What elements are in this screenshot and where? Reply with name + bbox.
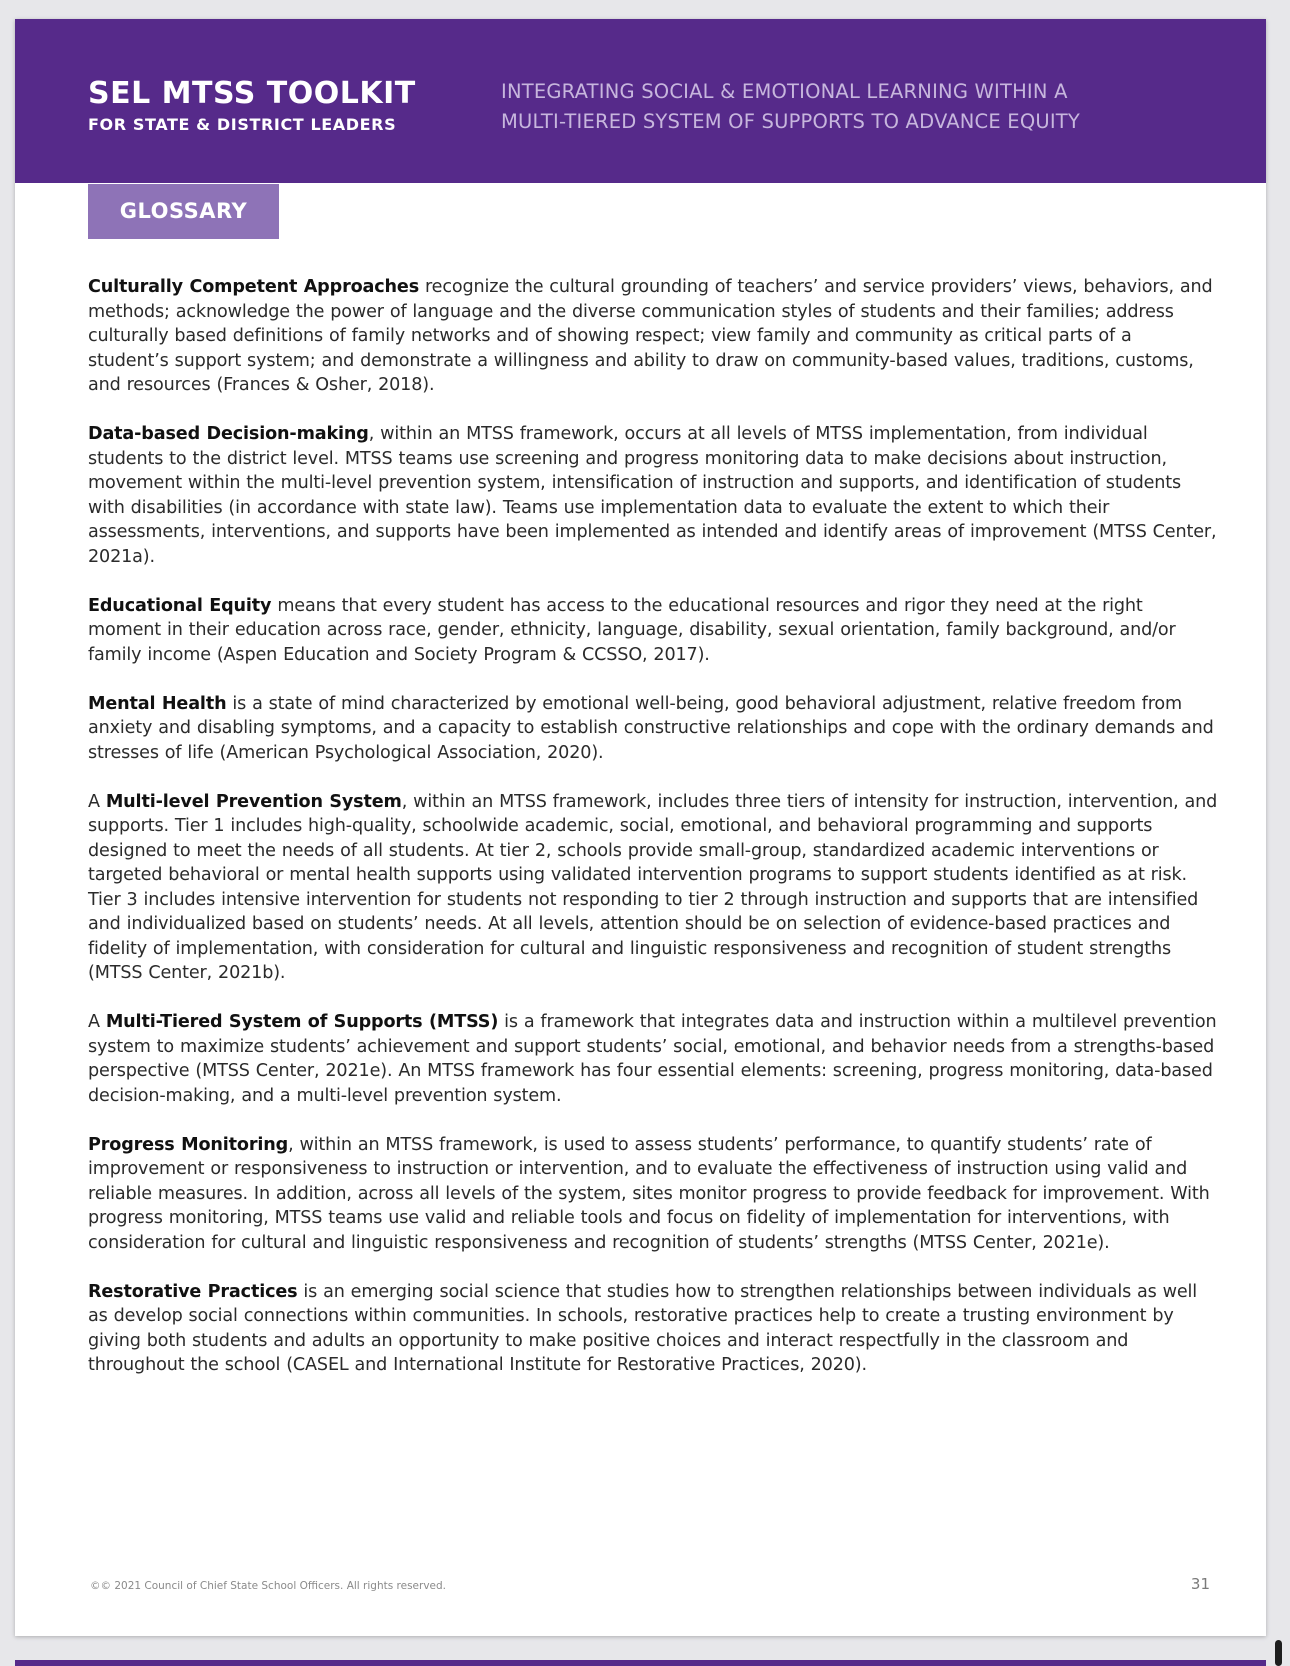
glossary-definition: , within an MTSS framework, occurs at all levels of MTSS implementation, from individual students to the district level. MTSS teams use screening and progress monitoring data to make decisions about instruction, movement within the multi-level prevention system, intensification of instruction and supports, and identification of students with disabilities (in accordance with state law). Teams use implementation data to evaluate the extent to which their assessments, interventions, and supports have been implemented as intended and identify areas of improvement (MTSS Center, 2021a). <box>88 424 1217 567</box>
glossary-definition: means that every student has access to the educational resources and rigor they need at the right moment in their education across race, gender, ethnicity, language, disability, sexual orientation, family background, and/or family income (Aspen Education and Society Program & CCSSO, 2017). <box>88 595 1176 665</box>
toolkit-tagline <box>501 77 1080 137</box>
glossary-entry <box>88 1010 1218 1108</box>
copyright-notice: ©© 2021 Council of Chief State School Officers. All rights reserved. <box>90 1580 447 1592</box>
entry-lead: A <box>88 1012 106 1032</box>
page-number: 31 <box>1190 1575 1210 1593</box>
glossary-term: Progress Monitoring <box>88 1134 289 1155</box>
glossary-term: Data-based Decision-making <box>88 424 369 444</box>
glossary-term: Mental Health <box>88 693 227 714</box>
glossary-definition: , within an MTSS framework, is used to assess students’ performance, to quantify students’ rate of improvement or responsiveness to instruction or intervention, and to evaluate the effectiveness of instruction using valid and reliable measures. In addition, across all levels of the system, sites monitor progress to provide feedback for improvement. With progress monitoring, MTSS teams use valid and reliable tools and focus on fidelity of implementation for interventions, with consideration for cultural and linguistic responsiveness and recognition of students’ strengths (MTSS Center, 2021e). <box>88 1134 1210 1253</box>
glossary-list <box>88 275 1218 1402</box>
glossary-definition: is an emerging social science that studies how to strengthen relationships between individuals as well as develop social connections within communities. In schools, restorative practices help to create a trusting environment by giving both students and adults an opportunity to make positive choices and interact respectfully in the classroom and throughout the school (CASEL and International Institute for Restorative Practices, 2020). <box>88 1281 1198 1375</box>
glossary-entry <box>88 422 1218 569</box>
glossary-term: Multi-level Prevention System <box>105 791 402 812</box>
glossary-entry <box>88 594 1218 668</box>
scrollbar-thumb[interactable] <box>1275 1640 1282 1666</box>
glossary-definition: recognize the cultural grounding of teachers’ and service providers’ views, behaviors, and methods; acknowledge the power of language and the diverse communication styles of students and their families; address culturally based definitions of family networks and of showing respect; view family and community as critical parts of a student’s support system; and demonstrate a willingness and ability to draw on community-based values, traditions, customs, and resources (Frances & Osher, 2018). <box>88 277 1213 395</box>
glossary-term: Multi-Tiered System of Supports (MTSS) <box>105 1012 499 1032</box>
glossary-term: Restorative Practices <box>88 1281 298 1302</box>
toolkit-subtitle: FOR STATE & DISTRICT LEADERS <box>88 115 397 134</box>
glossary-entry <box>88 1280 1218 1378</box>
tagline-line-2: MULTI-TIERED SYSTEM OF SUPPORTS TO ADVANCE EQUITY <box>501 110 1081 133</box>
document-page <box>15 19 1266 1636</box>
glossary-definition: is a framework that integrates data and instruction within a multilevel prevention system to maximize students’ achievement and support students’ social, emotional, and behavior needs from a strengths-based perspective (MTSS Center, 2021e). An MTSS framework has four essential elements: screening, progress monitoring, data-based decision-making, and a multi-level prevention system. <box>88 1012 1217 1106</box>
glossary-term: Educational Equity <box>88 595 272 616</box>
tagline-line-1: INTEGRATING SOCIAL & EMOTIONAL LEARNING WITHIN A <box>501 80 1068 103</box>
glossary-section-tab: GLOSSARY <box>88 184 279 239</box>
glossary-entry <box>88 790 1218 986</box>
next-page-edge <box>15 1660 1266 1666</box>
glossary-entry <box>88 692 1218 766</box>
glossary-term: Culturally Competent Approaches <box>88 277 420 297</box>
glossary-definition: , within an MTSS framework, includes three tiers of intensity for instruction, intervention, and supports. Tier 1 includes high-quality, schoolwide academic, social, emotional, and behavioral programming and supports designed to meet the needs of all students. At tier 2, schools provide small-group, standardized academic interventions or targeted behavioral or mental health supports using validated intervention programs to support students identified as at risk. Tier 3 includes intensive intervention for students not responding to tier 2 through instruction and supports that are intensified and individualized based on students’ needs. At all levels, attention should be on selection of evidence-based practices and fidelity of implementation, with consideration for cultural and linguistic responsiveness and recognition of student strengths (MTSS Center, 2021b). <box>88 791 1218 983</box>
toolkit-title: SEL MTSS TOOLKIT <box>88 76 416 111</box>
glossary-entry <box>88 1133 1218 1256</box>
entry-lead: A <box>88 791 106 812</box>
glossary-entry <box>88 275 1218 398</box>
glossary-definition: is a state of mind characterized by emotional well-being, good behavioral adjustment, relative freedom from anxiety and disabling symptoms, and a capacity to establish constructive relationships and cope with the ordinary demands and stresses of life (American Psychological Association, 2020). <box>88 693 1214 763</box>
header-banner <box>15 19 1266 183</box>
